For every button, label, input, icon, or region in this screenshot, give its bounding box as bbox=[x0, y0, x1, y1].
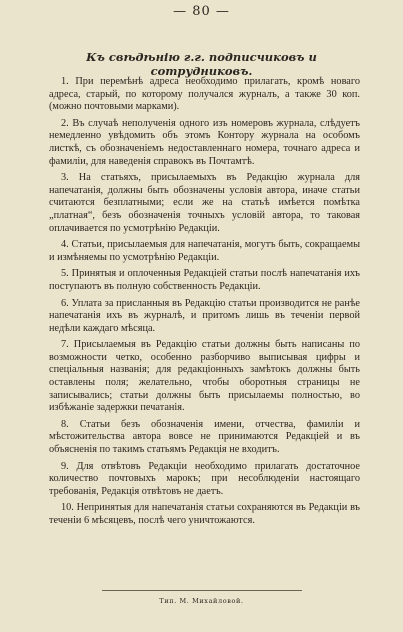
paragraph-3: 3. На статьяхъ, присылаемыхъ въ Редакцію журнала для напечатанія, должны быть обозначены условія автора, иначе статьи считаются безплатными; если же на статьѣ имѣется помѣтка „платная“, безъ обозначенія точныхъ условій автора, то таковая оплачивается по усмотрѣнію Редакціи. bbox=[49, 172, 360, 234]
notice-heading: Къ свѣдѣнію г.г. подписчиковъ и сотрудниковъ. bbox=[86, 50, 317, 78]
paragraph-1: 1. При перемѣнѣ адреса необходимо прилагать, кромѣ новаго адреса, старый, по которому получался журналъ, а также 30 коп. (можно почтовыми марками). bbox=[49, 76, 360, 113]
paragraph-10: 10. Непринятыя для напечатанія статьи сохраняются въ Редакціи въ теченіи 6 мѣсяцевъ, послѣ чего уничтожаются. bbox=[49, 502, 360, 526]
paragraph-2: 2. Въ случаѣ неполученія одного изъ номеровъ журнала, слѣдуетъ немедленно увѣдомить объ этомъ Контору журнала на особомъ листкѣ, съ обозначеніемъ недоставленнаго номера, точнаго адреса и фамиліи, для наведенія справокъ въ Почтамтѣ. bbox=[49, 117, 360, 167]
printer-imprint: Тип. М. Михайловой. bbox=[159, 597, 244, 605]
paragraph-9: 9. Для отвѣтовъ Редакціи необходимо прилагать достаточное количество почтовыхъ марокъ; при несоблюденіи настоящаго требованія, Редакція отвѣтовъ не даетъ. bbox=[49, 460, 360, 497]
footer-rule bbox=[102, 590, 302, 591]
paragraph-5: 5. Принятыя и оплоченныя Редакціей статьи послѣ напечатанія ихъ поступаютъ въ полную собственность Редакціи. bbox=[49, 268, 360, 292]
paragraph-7: 7. Присылаемыя въ Редакцію статьи должны быть написаны по возможности четко, особенно разборчиво выписывая цифры и спеціальныя названія; для редакціонныхъ замѣтокъ должны быть оставлены поля; желательно, чтобы оборотныя страницы не записывались; статьи должны быть присылаемы полностью, во избѣжаніе задержки печатанія. bbox=[49, 339, 360, 414]
paragraph-4: 4. Статьи, присылаемыя для напечатанія, могутъ быть, сокращаемы и измѣняемы по усмотрѣнію Редакціи. bbox=[49, 239, 360, 263]
paragraph-8: 8. Статьи безъ обозначенія имени, отчества, фамиліи и мѣстожительства автора вовсе не принимаются Редакціей и въ объясненія по такимъ статьямъ Редакція не входитъ. bbox=[49, 418, 360, 456]
notice-paragraphs bbox=[49, 76, 360, 532]
paragraph-6: 6. Уплата за присланныя въ Редакцію статьи производится не ранѣе напечатанія ихъ въ журналѣ, и притомъ лишь въ теченіи первой недѣли каждаго мѣсяца. bbox=[49, 297, 360, 334]
page-number: — 80 — bbox=[173, 4, 230, 19]
